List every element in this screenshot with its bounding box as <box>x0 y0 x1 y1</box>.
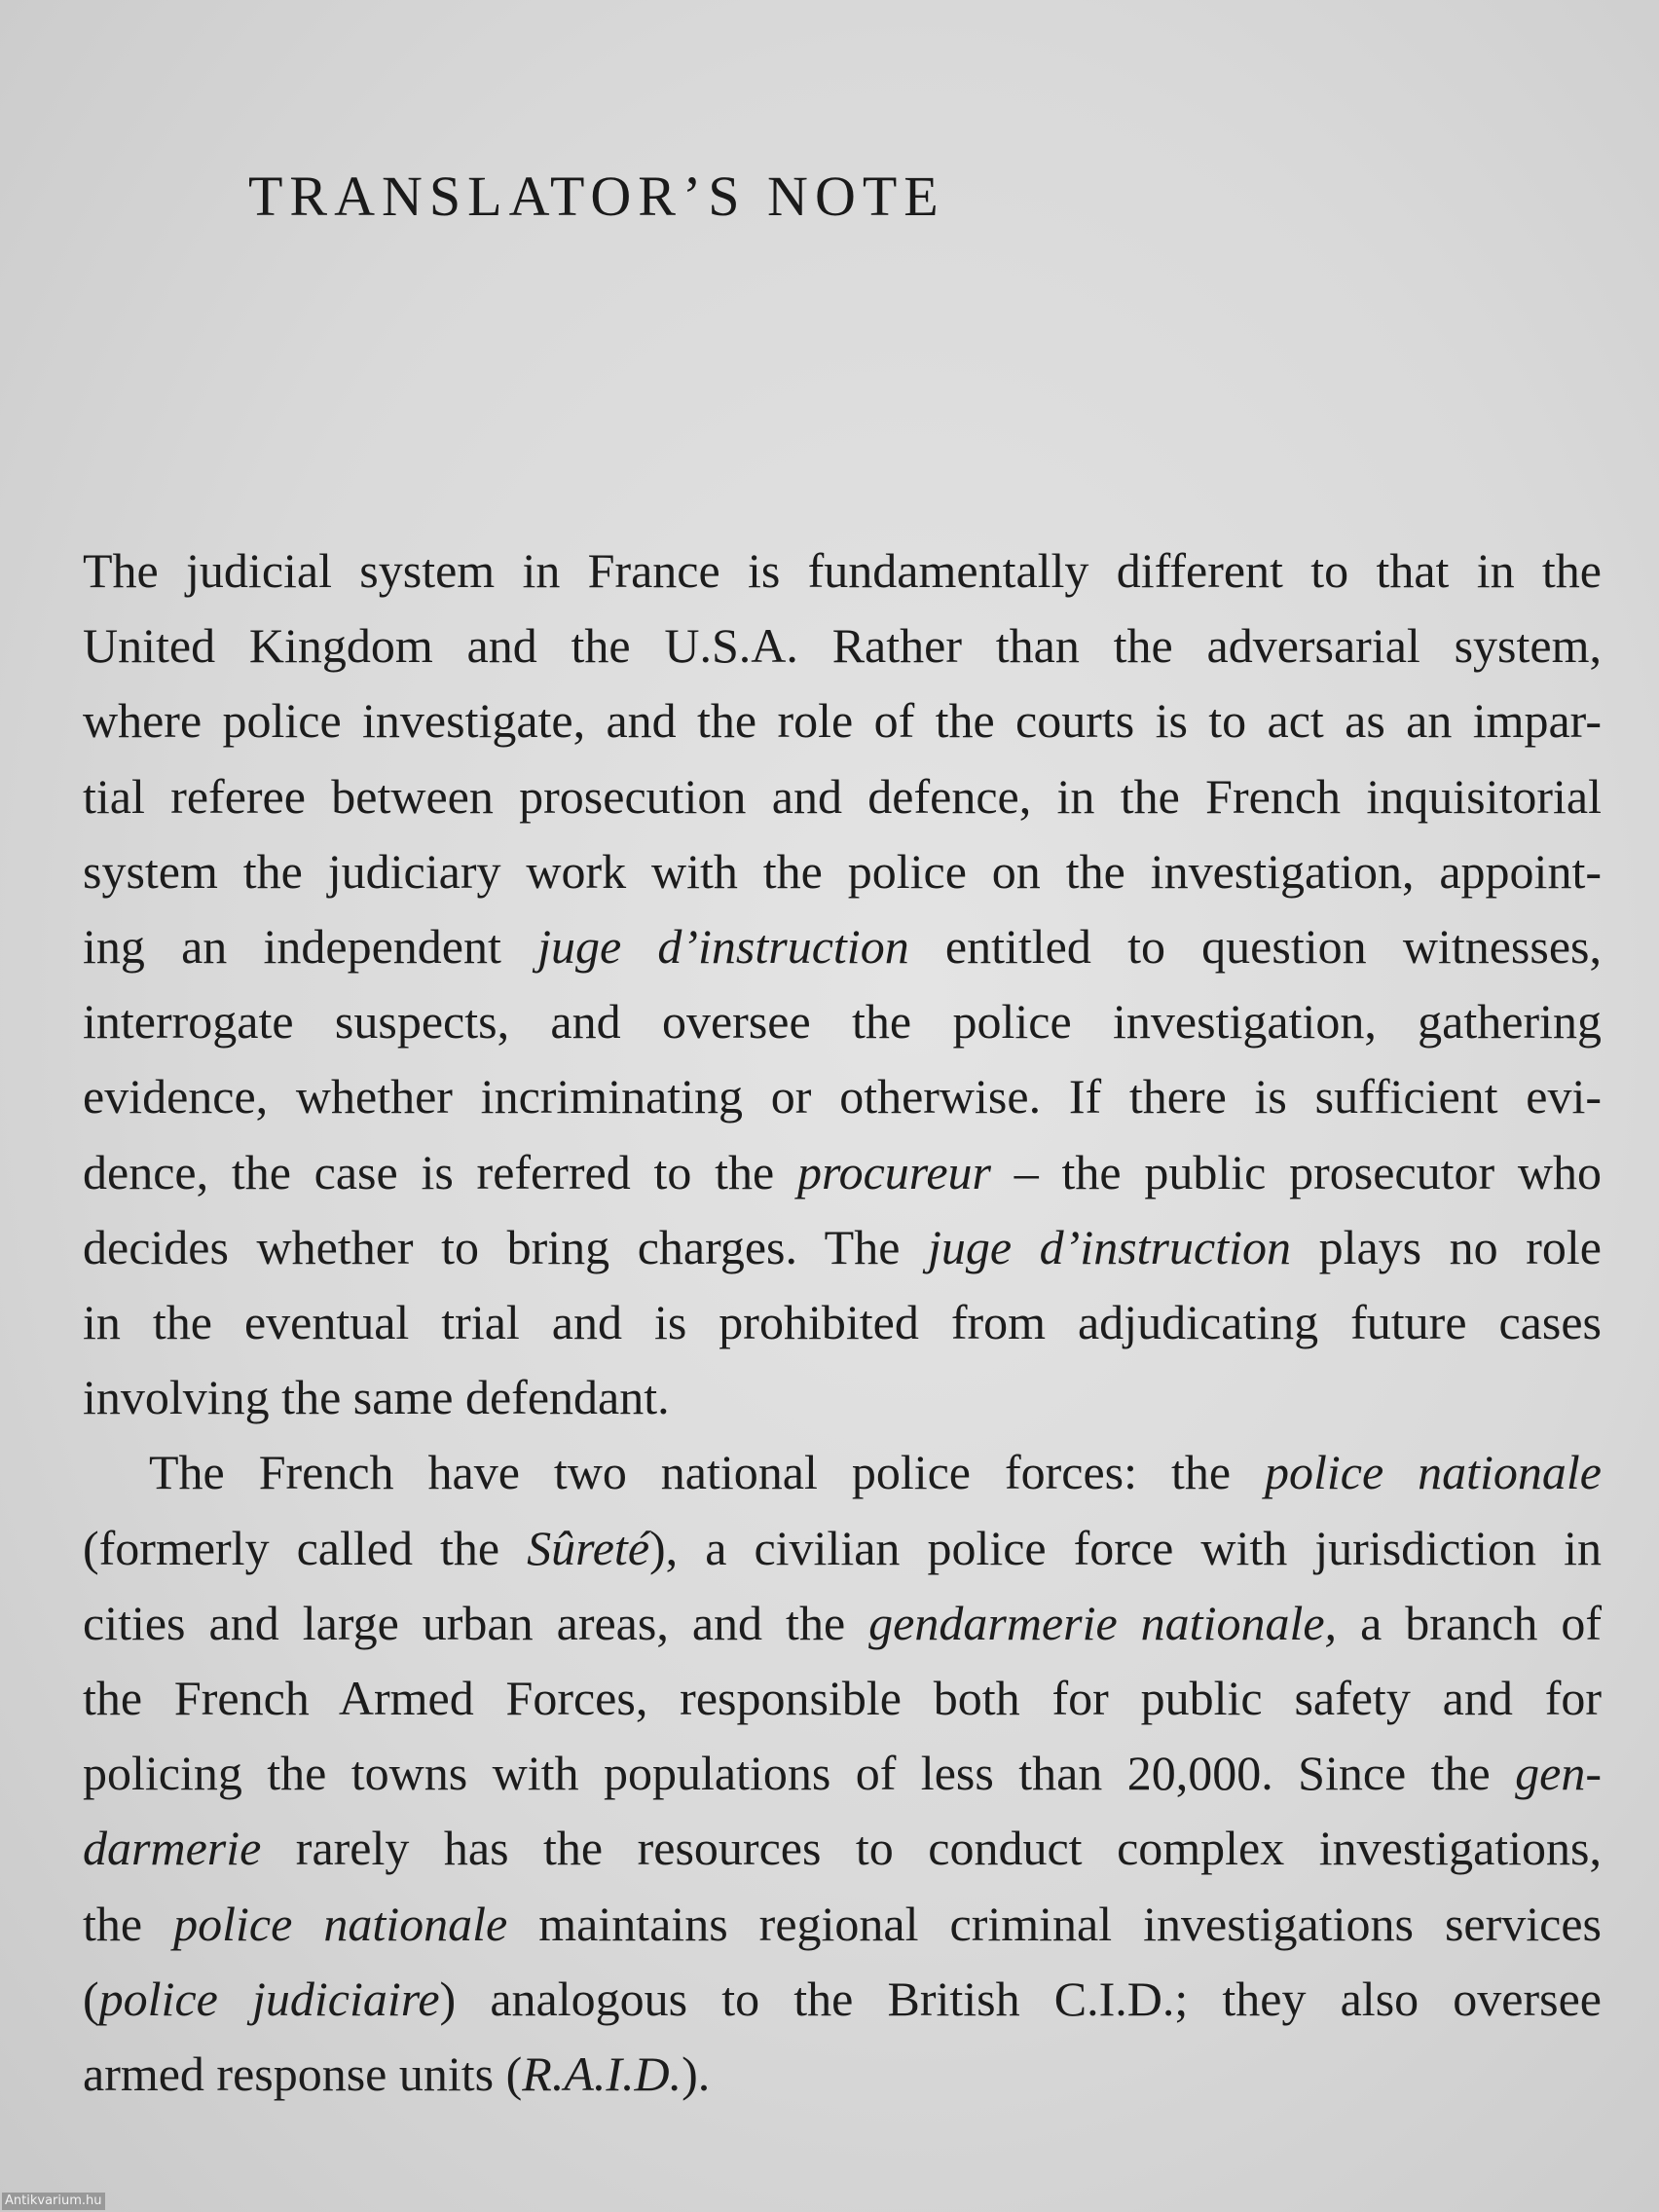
text-line: United Kingdom and the U.S.A. Rather than the adversarial system, <box>83 618 1602 674</box>
text-line: evidence, whether incriminating or otherwise. If there is sufficient evi- <box>83 1069 1602 1124</box>
italic-term: police nationale <box>1265 1445 1602 1500</box>
text-line: involving the same defendant. <box>83 1370 670 1425</box>
text-line: interrogate suspects, and oversee the police investigation, gathering <box>83 994 1602 1050</box>
text-line: ing an independent juge d’instruction entitled to question witnesses, <box>83 919 1602 975</box>
italic-term: gen- <box>1515 1746 1602 1801</box>
watermark-label: Antikvarium.hu <box>2 2193 105 2210</box>
italic-term: juge d’instruction <box>537 919 909 975</box>
text-line: the French Armed Forces, responsible both for public safety and for <box>83 1671 1602 1726</box>
text-line: armed response units (R.A.I.D.). <box>83 2046 711 2102</box>
italic-term: R.A.I.D. <box>522 2046 682 2102</box>
text-line: where police investigate, and the role of the courts is to act as an impar- <box>83 693 1602 749</box>
text-line: The judicial system in France is fundamentally different to that in the <box>83 543 1602 598</box>
text-line: The French have two national police forces: the police nationale <box>149 1445 1602 1500</box>
italic-term: juge d’instruction <box>927 1219 1291 1274</box>
text-line: in the eventual trial and is prohibited from adjudicating future cases <box>83 1295 1602 1350</box>
text-line: cities and large urban areas, and the gendarmerie nationale, a branch of <box>83 1595 1602 1650</box>
italic-term: darmerie <box>83 1821 262 1876</box>
italic-term: procureur <box>796 1144 992 1199</box>
text-line: tial referee between prosecution and defence, in the French inquisitorial <box>83 768 1602 824</box>
italic-term: police judiciaire <box>98 1971 440 2026</box>
text-line: policing the towns with populations of less than 20,000. Since the gen- <box>83 1746 1602 1801</box>
text-line: (police judiciaire) analogous to the British C.I.D.; they also oversee <box>83 1971 1602 2026</box>
text-line: darmerie rarely has the resources to conduct complex investigations, <box>83 1821 1602 1876</box>
text-line: (formerly called the Sûreté), a civilian police force with jurisdiction in <box>83 1520 1602 1575</box>
body-text <box>83 534 1602 2112</box>
paragraph-1 <box>83 534 1602 1435</box>
text-line: system the judiciary work with the police on the investigation, appoint- <box>83 843 1602 899</box>
text-line: the police nationale maintains regional criminal investigations services <box>83 1896 1602 1951</box>
italic-term: Sûreté <box>527 1520 650 1575</box>
italic-term: gendarmerie nationale, <box>868 1595 1338 1650</box>
text-line: decides whether to bring charges. The juge d’instruction plays no role <box>83 1219 1602 1274</box>
paragraph-2 <box>83 1435 1602 2112</box>
chapter-heading: TRANSLATOR’S NOTE <box>248 165 945 228</box>
italic-term: police nationale <box>173 1896 508 1951</box>
text-line: dence, the case is referred to the procureur – the public prosecutor who <box>83 1144 1602 1199</box>
